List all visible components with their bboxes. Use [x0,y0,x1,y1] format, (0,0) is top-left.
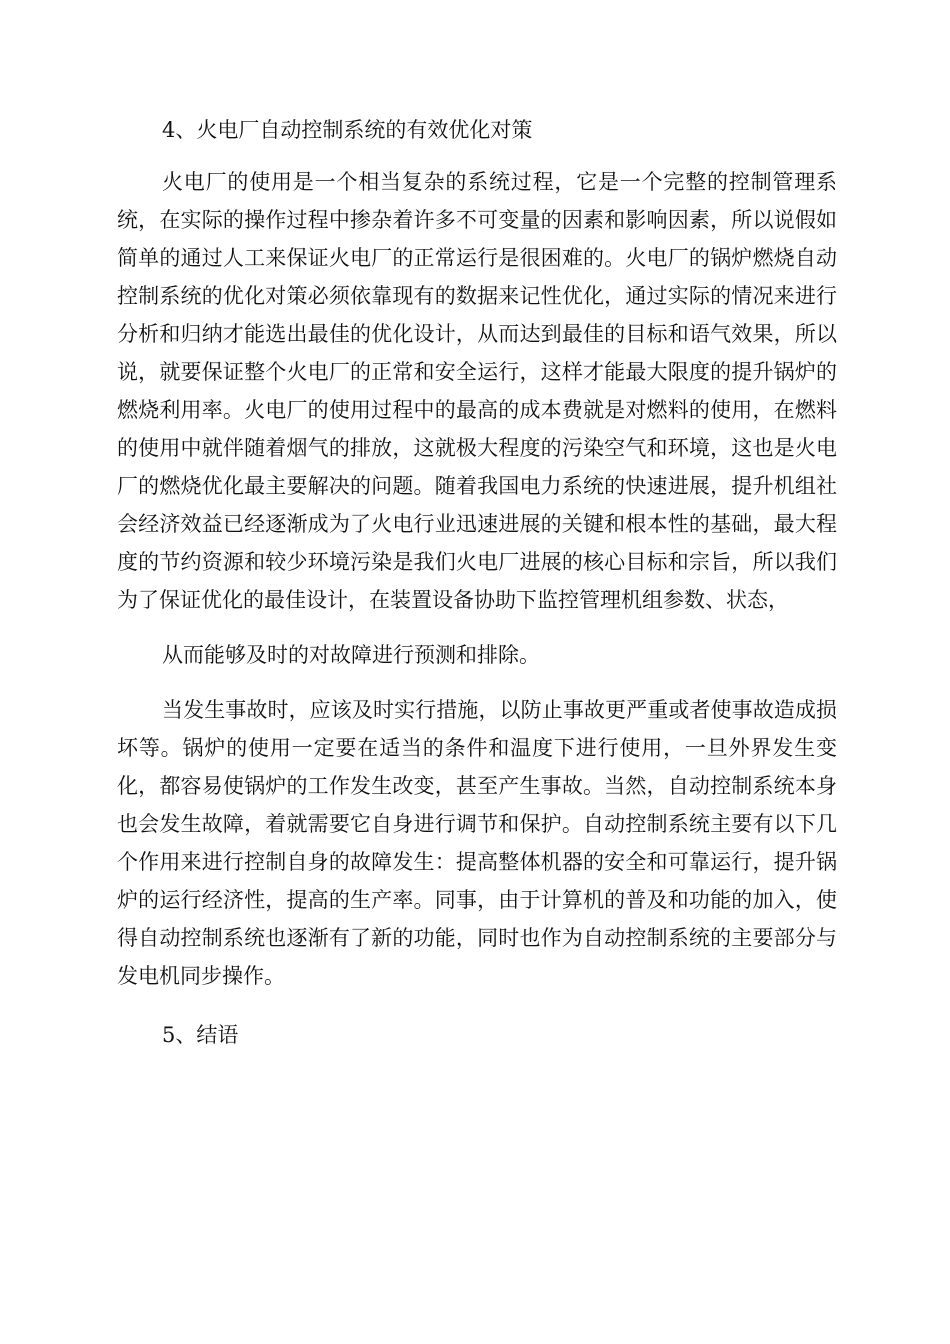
document-page [117,108,837,1057]
paragraph-accident-handling: 当发生事故时，应该及时实行措施，以防止事故更严重或者使事故造成损坏等。锅炉的使用一定要在适当的条件和温度下进行使用，一旦外界发生变化，都容易使锅炉的工作发生改变，甚至产生事故。当然，自动控制系统本身也会发生故障，着就需要它自身进行调节和保护。自动控制系统主要有以下几个作用来进行控制自身的故障发生：提高整体机器的安全和可靠运行，提升锅炉的运行经济性，提高的生产率。同事，由于计算机的普及和功能的加入，使得自动控制系统也逐渐有了新的功能，同时也作为自动控制系统的主要部分与发电机同步操作。 [117,698,837,988]
section-heading-5: 5、结语 [162,1023,239,1047]
section-heading-4: 4、火电厂自动控制系统的有效优化对策 [162,118,533,142]
paragraph-optimization: 火电厂的使用是一个相当复杂的系统过程，它是一个完整的控制管理系统，在实际的操作过程中掺杂着许多不可变量的因素和影响因素，所以说假如简单的通过人工来保证火电厂的正常运行是很困难的。火电厂的锅炉燃烧自动控制系统的优化对策必须依靠现有的数据来记性优化，通过实际的情况来进行分析和归纳才能选出最佳的优化设计，从而达到最佳的目标和语气效果，所以说，就要保证整个火电厂的正常和安全运行，这样才能最大限度的提升锅炉的燃烧利用率。火电厂的使用过程中的最高的成本费就是对燃料的使用，在燃料的使用中就伴随着烟气的排放，这就极大程度的污染空气和环境，这也是火电厂的燃烧优化最主要解决的问题。随着我国电力系统的快速进展，提升机组社会经济效益已经逐渐成为了火电行业迅速进展的关键和根本性的基础，最大程度的节约资源和较少环境污染是我们火电厂进展的核心目标和宗旨，所以我们为了保证优化的最佳设计，在装置设备协助下监控管理机组参数、状态， [117,170,837,612]
paragraph-fault-prediction: 从而能够及时的对故障进行预测和排除。 [162,643,540,667]
